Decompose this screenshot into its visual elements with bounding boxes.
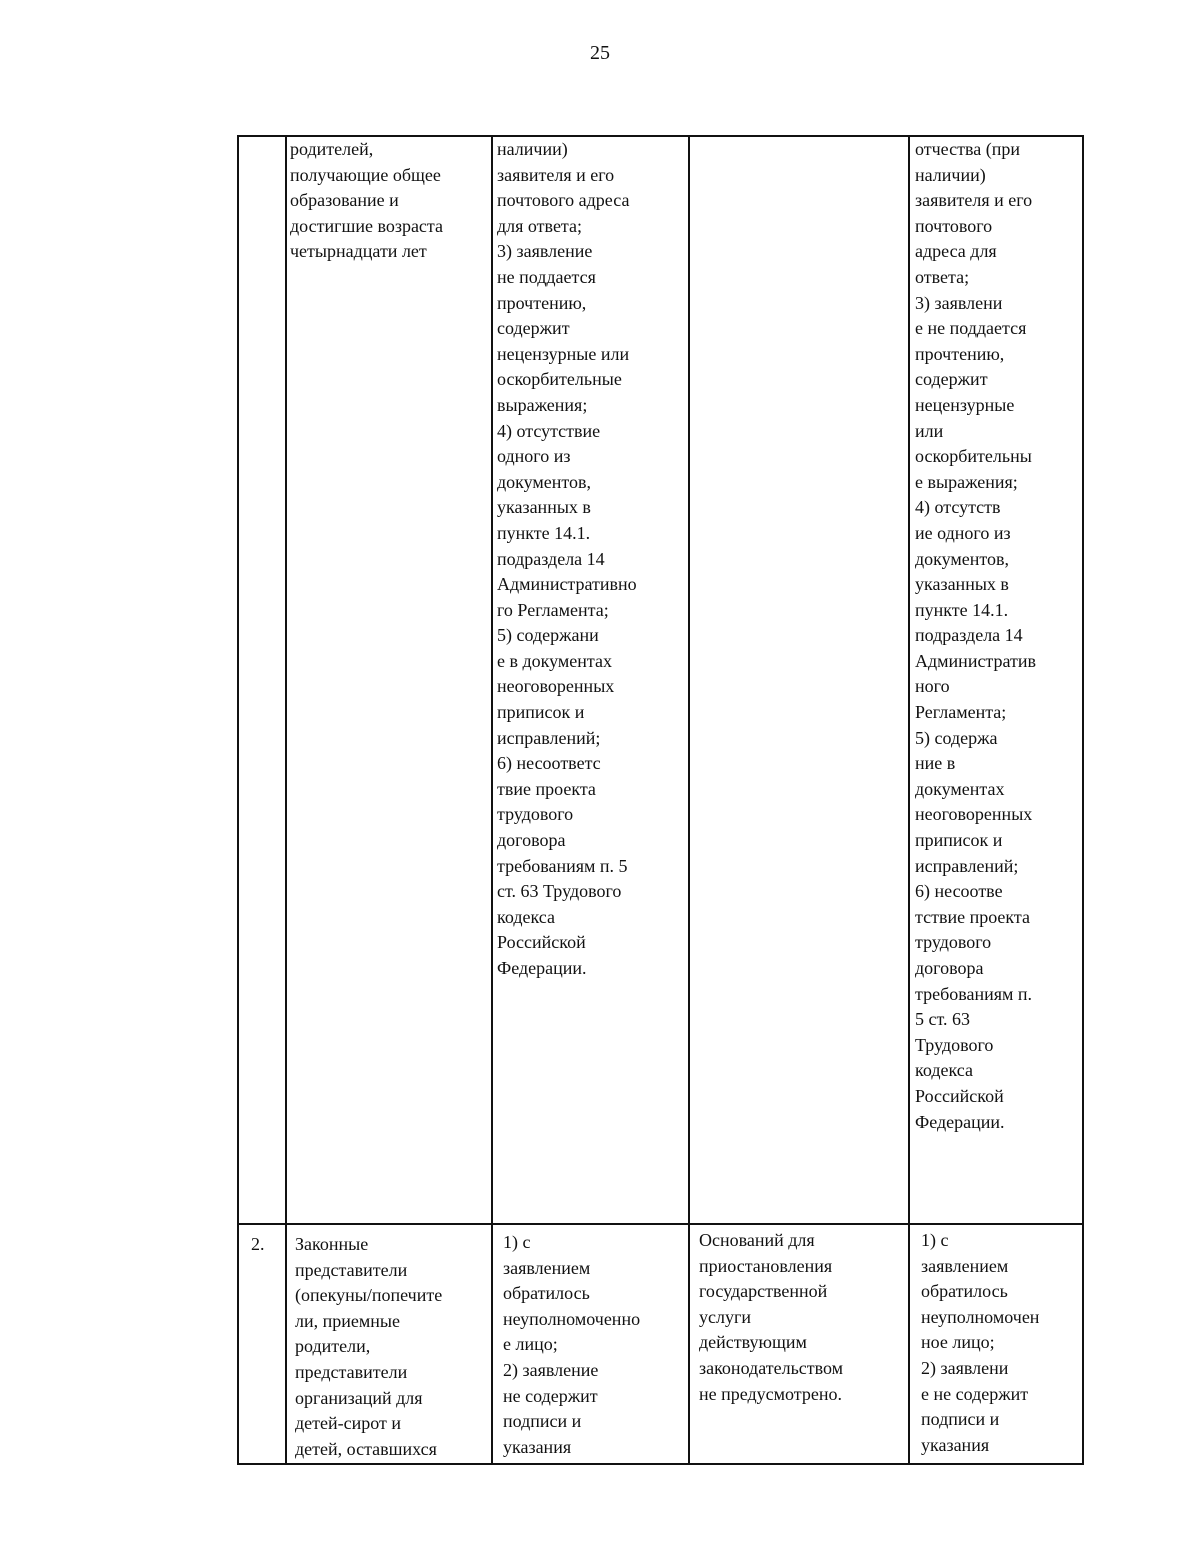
column-divider-2 xyxy=(491,135,493,1465)
column-divider-4 xyxy=(908,135,910,1465)
row2-denial-grounds: 1) с заявлением обратилось неуполномочен ное лицо; 2) заявлени е не содержит подписи и указания xyxy=(921,1230,1040,1455)
table-border-bottom xyxy=(237,1463,1084,1465)
row1-denial-grounds: отчества (при наличии) заявителя и его почтового адреса для ответа; 3) заявлени е не поддается прочтению, содержит нецензурные или оскорбительны е выражения; 4) отсутств ие одного из документов, указанных в пункте 14.1. подраздела 14 Административ ного Регламента; 5) содержа ние в документах неоговоренных приписок и исправлений; 6) несоотве тствие проекта трудового договора требованиям п. 5 ст. 63 Трудового кодекса Российской Федерации. xyxy=(915,139,1037,1132)
row2-applicant-category: Законные представители (опекуны/попечите ли, приемные родители, представители организаций для детей-сирот и детей, оставшихся xyxy=(295,1234,443,1459)
column-divider-1 xyxy=(285,135,287,1465)
row2-number: 2. xyxy=(251,1234,265,1254)
row-divider xyxy=(237,1223,1084,1225)
column-divider-3 xyxy=(688,135,690,1465)
row2-refusal-grounds: 1) с заявлением обратилось неуполномоченно е лицо; 2) заявление не содержит подписи и указания xyxy=(503,1232,641,1457)
page-number: 25 xyxy=(590,42,610,64)
row2-suspension-grounds: Оснований для приостановления государственной услуги действующим законодательством не предусмотрено. xyxy=(699,1230,844,1404)
services-table xyxy=(237,135,1084,1465)
table-border-left xyxy=(237,135,239,1465)
row1-refusal-grounds: наличии) заявителя и его почтового адреса для ответа; 3) заявление не поддается прочтению, содержит нецензурные или оскорбительные выражения; 4) отсутствие одного из документов, указанных в пункте 14.1. подраздела 14 Административно го Регламента; 5) содержани е в документах неоговоренных приписок и исправлений; 6) несоответс твие проекта трудового договора требованиям п. 5 ст. 63 Трудового кодекса Российской Федерации. xyxy=(497,139,637,978)
table-border-right xyxy=(1082,135,1084,1465)
row1-applicant-category: родителей, получающие общее образование и достигшие возраста четырнадцати лет xyxy=(290,139,443,262)
